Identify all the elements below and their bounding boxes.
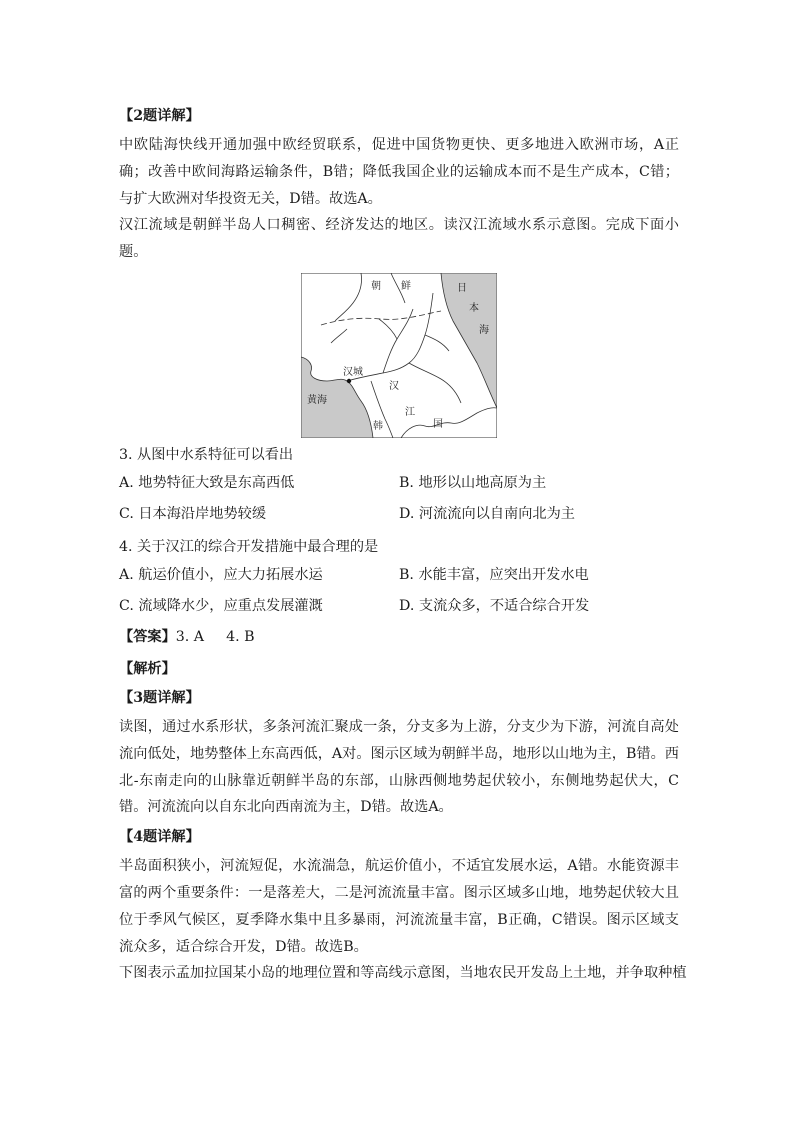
document-content	[119, 100, 687, 987]
question4-stem: 4. 关于汉江的综合开发措施中最合理的是	[119, 538, 379, 555]
label-huanghai: 黄海	[307, 394, 327, 406]
question3-stem: 3. 从图中水系特征可以看出	[119, 446, 294, 463]
question4-options-row2	[119, 591, 679, 622]
section4-body: 半岛面积狭小，河流短促，水流湍急，航运价值小，不适宜发展水运，A错。水能资源丰富的两个重要条件：一是落差大，二是河流流量丰富。图示区域多山地，地势起伏较大且位于季风气候区，夏季降水集中且多暴雨，河流流量丰富，B正确，C错误。图示区域支流众多，适合综合开发，D错。故选B。	[119, 858, 679, 955]
analysis-header: 【解析】	[119, 660, 176, 677]
section4-header: 【4题详解】	[119, 829, 200, 846]
section3-body: 读图，通过水系形状，多条河流汇聚成一条，分支多为上游，分支少为下游，河流自高处流向低处，地势整体上东高西低，A对。图示区域为朝鲜半岛，地形以山地为主，B错。西北-东南走向的山脉靠近朝鲜半岛的东部，山脉西侧地势起伏较小，东侧地势起伏大，C错。河流流向以自东北向西南流为主，D错。故选A。	[119, 718, 679, 816]
label-chao: 朝	[371, 280, 381, 292]
question4-options-row1	[119, 560, 679, 591]
question3-options-row2	[119, 499, 679, 530]
q4-option-c: C. 流域降水少，应重点发展灌溉	[119, 597, 323, 614]
q4-option-d: D. 支流众多，不适合综合开发	[399, 597, 590, 614]
answer-line	[119, 622, 679, 653]
q3-option-c: C. 日本海沿岸地势较缓	[119, 505, 267, 522]
q3-option-a: A. 地势特征大致是东高西低	[119, 474, 295, 491]
map-intro: 汉江流域是朝鲜半岛人口稠密、经济发达的地区。读汉江流域水系示意图。完成下面小题。	[119, 217, 679, 261]
answer-label: 【答案】	[119, 628, 176, 645]
section2-body: 中欧陆海快线开通加强中欧经贸联系，促进中国货物更快、更多地进入欧洲市场，A正确；改善中欧间海路运输条件，B错；降低我国企业的运输成本而不是生产成本，C错；与扩大欧洲对华投资无关，D错。故选A。	[119, 137, 679, 207]
section3-header: 【3题详解】	[119, 689, 200, 706]
seoul-dot	[347, 379, 351, 383]
label-han: 汉	[389, 380, 399, 392]
q3-option-b: B. 地形以山地高原为主	[399, 474, 547, 491]
q3-option-d: D. 河流流向以自南向北为主	[399, 505, 575, 522]
label-hai: 海	[479, 324, 489, 336]
question3-options-row1	[119, 468, 679, 499]
han-river-map	[301, 273, 497, 438]
label-ben: 本	[469, 302, 479, 314]
answer-q4: 4. B	[226, 628, 255, 645]
q4-option-a: A. 航运价值小，应大力拓展水运	[119, 566, 323, 583]
section2-header: 【2题详解】	[119, 108, 200, 124]
label-hancheng: 汉城	[343, 366, 363, 378]
next-intro: 下图表示孟加拉国某小岛的地理位置和等高线示意图，当地农民开发岛上土地，并争取种植	[119, 965, 687, 982]
label-xian: 鲜	[401, 280, 411, 292]
label-guo: 国	[433, 418, 443, 430]
answer-q3: 3. A	[175, 628, 205, 645]
q4-option-b: B. 水能丰富，应突出开发水电	[399, 566, 589, 583]
label-jiang: 江	[405, 406, 415, 418]
han-river-map-svg	[301, 273, 497, 438]
label-han2: 韩	[373, 420, 383, 432]
label-ri: 日	[457, 282, 467, 294]
